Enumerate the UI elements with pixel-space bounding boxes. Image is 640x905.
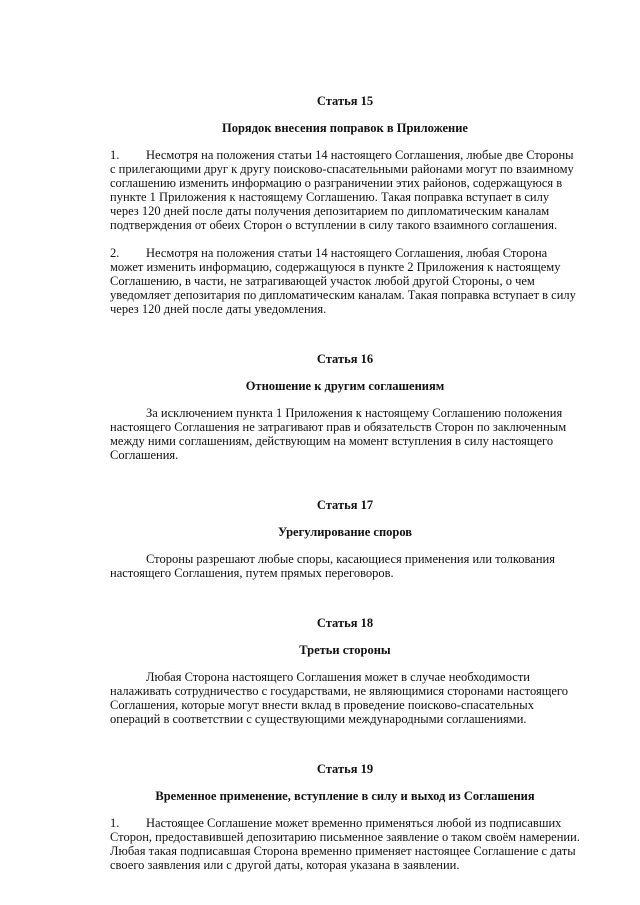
article-heading: Отношение к другим соглашениям bbox=[245, 379, 445, 393]
article-18 bbox=[110, 616, 580, 726]
paragraph-number: 1. bbox=[110, 148, 120, 162]
paragraph-number: 2. bbox=[110, 246, 120, 260]
paragraph-text: Любая Сторона настоящего Соглашения может в случае необходимости налаживать сотрудничество с государствами, не являющимися сторонами настоящего Соглашения, которые могут внести вклад в проведение поисково-спасательных операций в соответствии с существующими международными соглашениями. bbox=[110, 670, 568, 726]
document-page bbox=[110, 94, 580, 886]
article-title: Статья 17 bbox=[316, 498, 374, 512]
paragraph-text: Стороны разрешают любые споры, касающиеся применения или толкования настоящего Соглашения, путем прямых переговоров. bbox=[110, 552, 555, 580]
paragraph-text: Несмотря на положения статьи 14 настоящего Соглашения, любые две Стороны с прилегающими друг к другу поисково-спасательными районами могут по взаимному соглашению изменить информацию о разграничении этих районов, содержащуюся в пункте 1 Приложения к настоящему Соглашению. Такая поправка вступает в силу через 120 дней после даты получения депозитарием по дипломатическим каналам подтверждения от обеих Сторон о вступлении в силу такого взаимного соглашения. bbox=[110, 148, 574, 232]
article-15 bbox=[110, 94, 580, 316]
article-heading: Урегулирование споров bbox=[277, 525, 413, 539]
article-title: Статья 18 bbox=[316, 616, 374, 630]
article-title: Статья 16 bbox=[316, 352, 374, 366]
paragraph bbox=[110, 246, 580, 316]
article-17 bbox=[110, 498, 580, 580]
article-19 bbox=[110, 762, 580, 872]
article-16 bbox=[110, 352, 580, 462]
article-heading: Порядок внесения поправок в Приложение bbox=[222, 121, 468, 135]
paragraph bbox=[110, 148, 580, 232]
paragraph-number: 1. bbox=[110, 816, 120, 830]
paragraph bbox=[110, 552, 580, 580]
article-title: Статья 19 bbox=[316, 762, 374, 776]
article-title: Статья 15 bbox=[316, 94, 374, 108]
paragraph bbox=[110, 670, 580, 726]
paragraph-text: Несмотря на положения статьи 14 настоящего Соглашения, любая Сторона может изменить информацию, содержащуюся в пункте 2 Приложения к настоящему Соглашению, в части, не затрагивающей участок любой другой Стороны, о чем уведомляет депозитария по дипломатическим каналам. Такая поправка вступает в силу через 120 дней после даты уведомления. bbox=[110, 246, 576, 316]
paragraph-text: Настоящее Соглашение может временно применяться любой из подписавших Сторон, предоставившей депозитарию письменное заявление о таком своём намерении. Любая такая подписавшая Сторона временно применяет настоящее Соглашение с даты своего заявления или с другой даты, которая указана в заявлении. bbox=[110, 816, 580, 872]
article-heading: Временное применение, вступление в силу и выход из Соглашения bbox=[155, 789, 535, 803]
paragraph-text: За исключением пункта 1 Приложения к настоящему Соглашению положения настоящего Соглашения не затрагивают прав и обязательств Сторон по заключенным между ними соглашениям, действующим на момент вступления в силу настоящего Соглашения. bbox=[110, 406, 567, 462]
paragraph bbox=[110, 406, 580, 462]
paragraph bbox=[110, 816, 580, 872]
article-heading: Третьи стороны bbox=[299, 643, 391, 657]
